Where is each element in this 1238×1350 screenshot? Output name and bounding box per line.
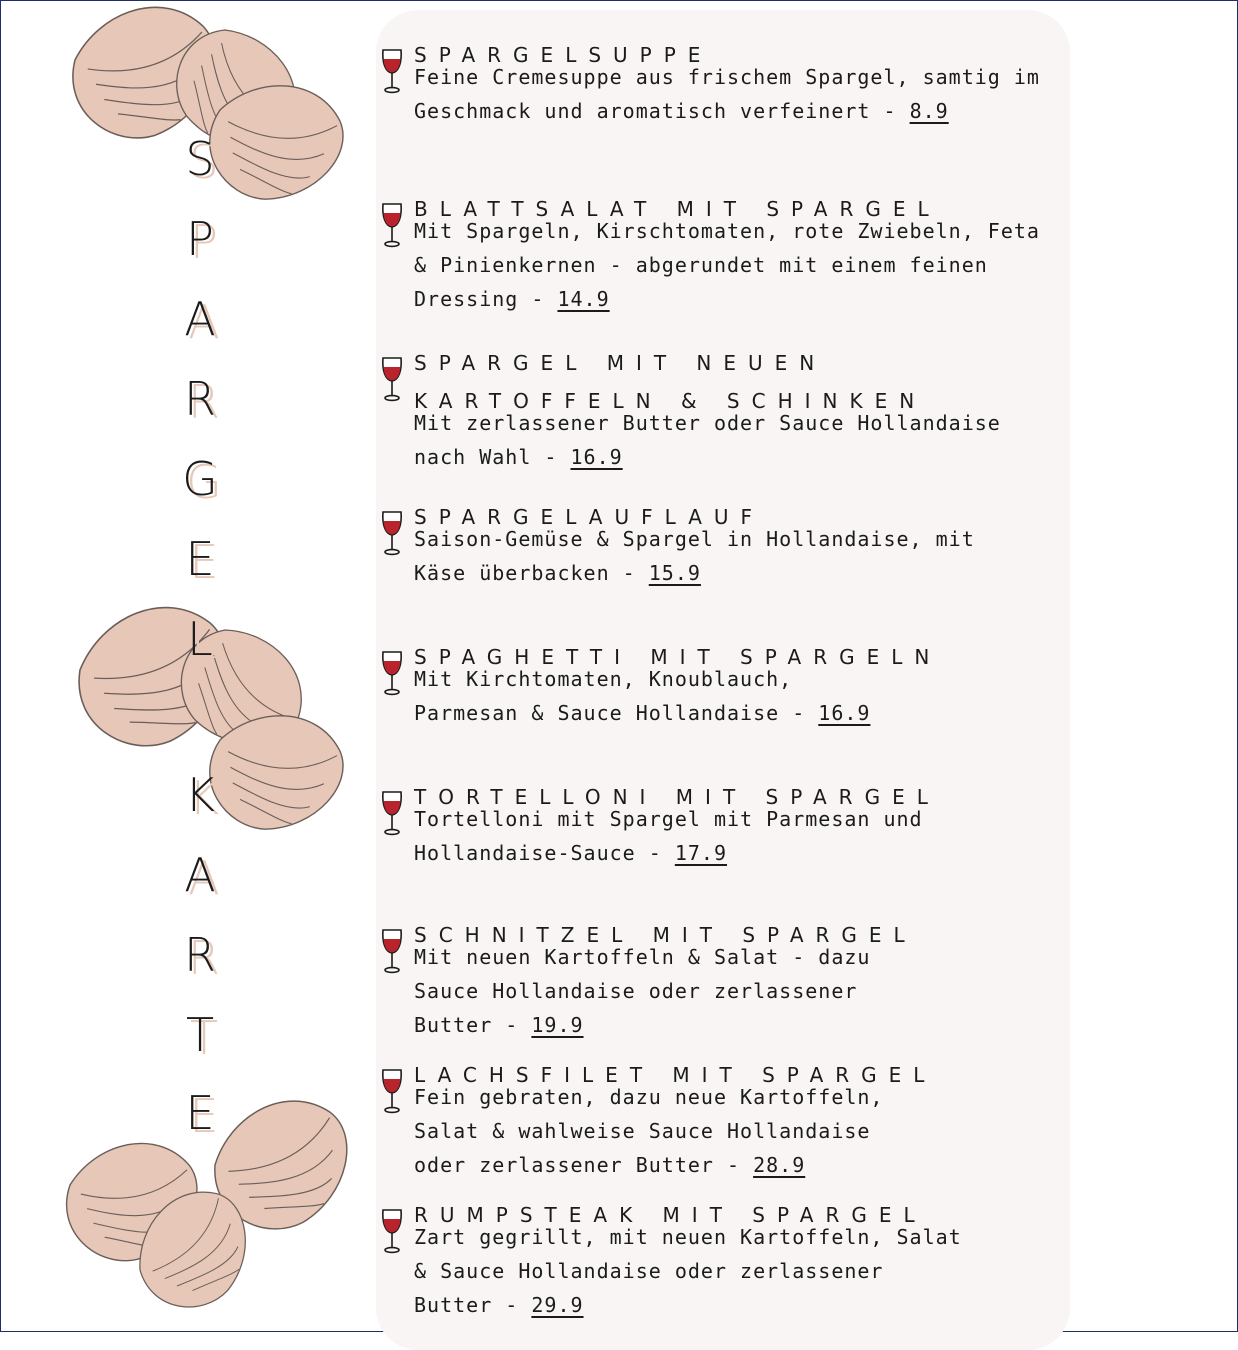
item-price: 14.9: [557, 287, 610, 311]
title-letter: S: [185, 132, 215, 186]
item-name: SPARGELAUFLAUF: [414, 505, 765, 529]
menu-item: [380, 923, 1060, 1042]
item-price: 16.9: [818, 701, 871, 725]
menu-item: [380, 505, 1060, 590]
wine-glass-icon: [380, 48, 404, 96]
title-letter: T: [185, 1008, 215, 1062]
menu-item: [380, 43, 1060, 128]
wine-glass-icon: [380, 510, 404, 558]
item-description: Mit neuen Kartoffeln & Salat - dazu Sauce Hollandaise oder zerlassener Butter - 19.9: [414, 945, 871, 1037]
menu-item: [380, 645, 1060, 730]
title-letter: R: [184, 372, 216, 426]
wine-glass-icon: [380, 790, 404, 838]
menu-item: [380, 1203, 1060, 1322]
menu-item: [380, 785, 1060, 870]
menu-item: [380, 1063, 1060, 1182]
item-name: SPARGELSUPPE: [414, 43, 713, 67]
item-name: LACHSFILET MIT SPARGEL: [414, 1063, 937, 1087]
item-price: 17.9: [674, 841, 727, 865]
wine-glass-icon: [380, 650, 404, 698]
item-name: SCHNITZEL MIT SPARGEL: [414, 923, 917, 947]
item-name: BLATTSALAT MIT SPARGEL: [414, 197, 941, 221]
wine-glass-icon: [380, 928, 404, 976]
item-price: 19.9: [531, 1013, 584, 1037]
wine-glass-icon: [380, 1068, 404, 1116]
title-letter: E: [185, 532, 215, 586]
item-price: 15.9: [648, 561, 701, 585]
item-description: Tortelloni mit Spargel mit Parmesan und Hollandaise-Sauce - 17.9: [414, 807, 923, 865]
title-letter: E: [185, 1086, 215, 1140]
title-letter: L: [187, 612, 213, 666]
wine-glass-icon: [380, 356, 404, 404]
title-letter: A: [184, 848, 216, 902]
item-price: 16.9: [570, 445, 623, 469]
title-letter: R: [184, 928, 216, 982]
item-description: Mit zerlassener Butter oder Sauce Hollandaise nach Wahl - 16.9: [414, 411, 1001, 469]
wine-glass-icon: [380, 1208, 404, 1256]
title-letter: G: [182, 452, 218, 506]
item-name: TORTELLONI MIT SPARGEL: [414, 785, 940, 809]
wine-glass-icon: [380, 202, 404, 250]
title-letter: A: [184, 292, 216, 346]
item-price: 28.9: [753, 1153, 806, 1177]
item-description: Feine Cremesuppe aus frischem Spargel, samtig im Geschmack und aromatisch verfeinert - 8.9: [414, 65, 1040, 123]
item-name: SPARGEL MIT NEUEN KARTOFFELN & SCHINKEN: [414, 351, 927, 413]
item-price: 8.9: [909, 99, 949, 123]
title-letter: P: [186, 212, 214, 266]
title-letter: K: [184, 768, 216, 822]
item-description: Fein gebraten, dazu neue Kartoffeln, Salat & wahlweise Sauce Hollandaise oder zerlassener Butter - 28.9: [414, 1085, 884, 1177]
item-description: Mit Spargeln, Kirschtomaten, rote Zwiebeln, Feta & Pinienkernen - abgerundet mit einem feinen Dressing - 14.9: [414, 219, 1040, 311]
item-name: RUMPSTEAK MIT SPARGEL: [414, 1203, 927, 1227]
item-description: Zart gegrillt, mit neuen Kartoffeln, Salat & Sauce Hollandaise oder zerlassener Butter - 29.9: [414, 1225, 962, 1317]
item-description: Saison-Gemüse & Spargel in Hollandaise, mit Käse überbacken - 15.9: [414, 527, 975, 585]
menu-item: [380, 197, 1060, 316]
item-description: Mit Kirchtomaten, Knoublauch, Parmesan & Sauce Hollandaise - 16.9: [414, 667, 871, 725]
item-price: 29.9: [531, 1293, 584, 1317]
item-name: SPAGHETTI MIT SPARGELN: [414, 645, 942, 669]
menu-item: [380, 351, 1060, 474]
